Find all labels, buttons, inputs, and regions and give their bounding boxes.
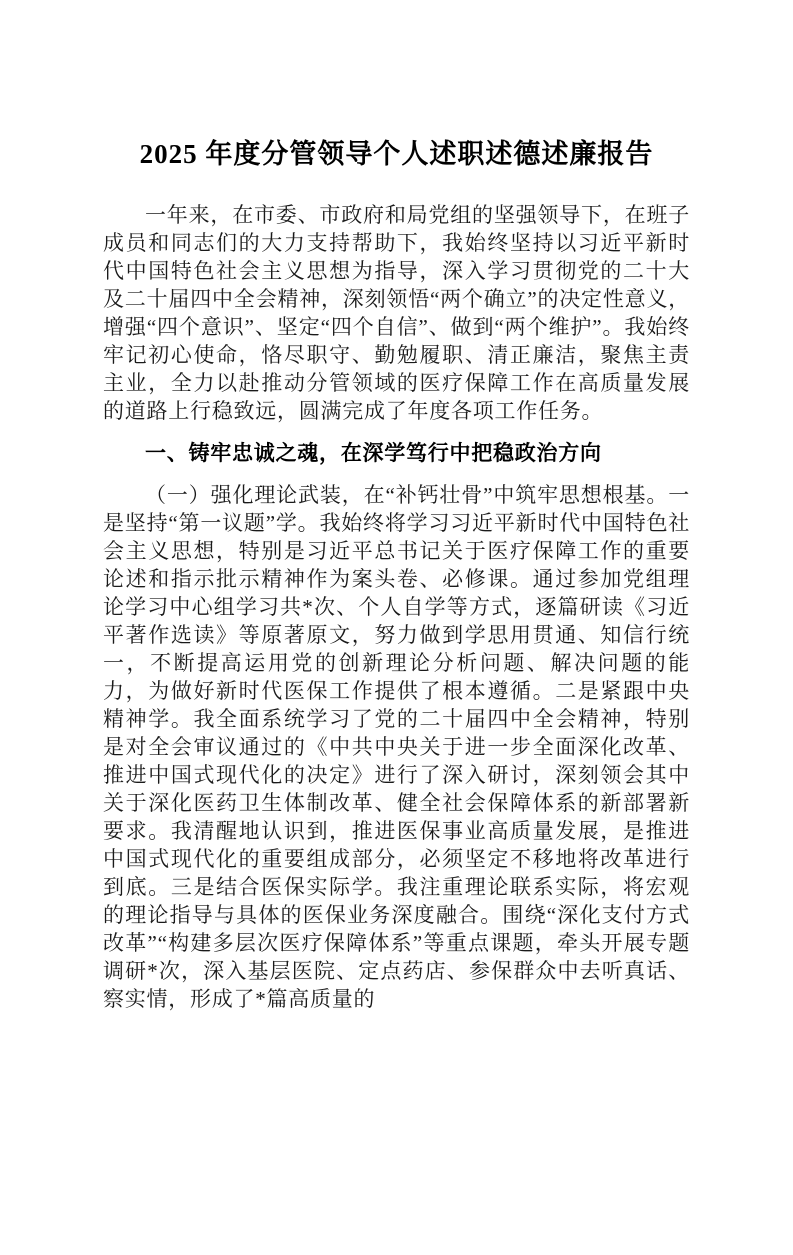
document-title: 2025 年度分管领导个人述职述德述廉报告 <box>139 139 654 169</box>
intro-paragraph: 一年来，在市委、市政府和局党组的坚强领导下，在班子成员和同志们的大力支持帮助下，我始终坚持以习近平新时代中国特色社会主义思想为指导，深入学习贯彻党的二十大及二十届四中全会精神，深刻领悟“两个确立”的决定性意义，增强“四个意识”、坚定“四个自信”、做到“两个维护”。我始终牢记初心使命，恪尽职守、勤勉履职、清正廉洁，聚焦主责主业，全力以赴推动分管领域的医疗保障工作在高质量发展的道路上行稳致远，圆满完成了年度各项工作任务。 <box>103 203 690 423</box>
section-1-paragraph: （一）强化理论武装，在“补钙壮骨”中筑牢思想根基。一是坚持“第一议题”学。我始终将学习习近平新时代中国特色社会主义思想，特别是习近平总书记关于医疗保障工作的重要论述和指示批示精神作为案头卷、必修课。通过参加党组理论学习中心组学习共*次、个人自学等方式，逐篇研读《习近平著作选读》等原著原文，努力做到学思用贯通、知信行统一，不断提高运用党的创新理论分析问题、解决问题的能力，为做好新时代医保工作提供了根本遵循。二是紧跟中央精神学。我全面系统学习了党的二十届四中全会精神，特别是对全会审议通过的《中共中央关于进一步全面深化改革、推进中国式现代化的决定》进行了深入研讨，深刻领会其中关于深化医药卫生体制改革、健全社会保障体系的新部署新要求。我清醒地认识到，推进医保事业高质量发展，是推进中国式现代化的重要组成部分，必须坚定不移地将改革进行到底。三是结合医保实际学。我注重理论联系实际，将宏观的理论指导与具体的医保业务深度融合。围绕“深化支付方式改革”“构建多层次医疗保障体系”等重点课题，牵头开展专题调研*次，深入基层医院、定点药店、参保群众中去听真话、察实情，形成了*篇高质量的 <box>103 483 690 1011</box>
section-1-heading: 一、铸牢忠诚之魂，在深学笃行中把稳政治方向 <box>145 441 602 465</box>
document-page <box>0 134 793 1255</box>
